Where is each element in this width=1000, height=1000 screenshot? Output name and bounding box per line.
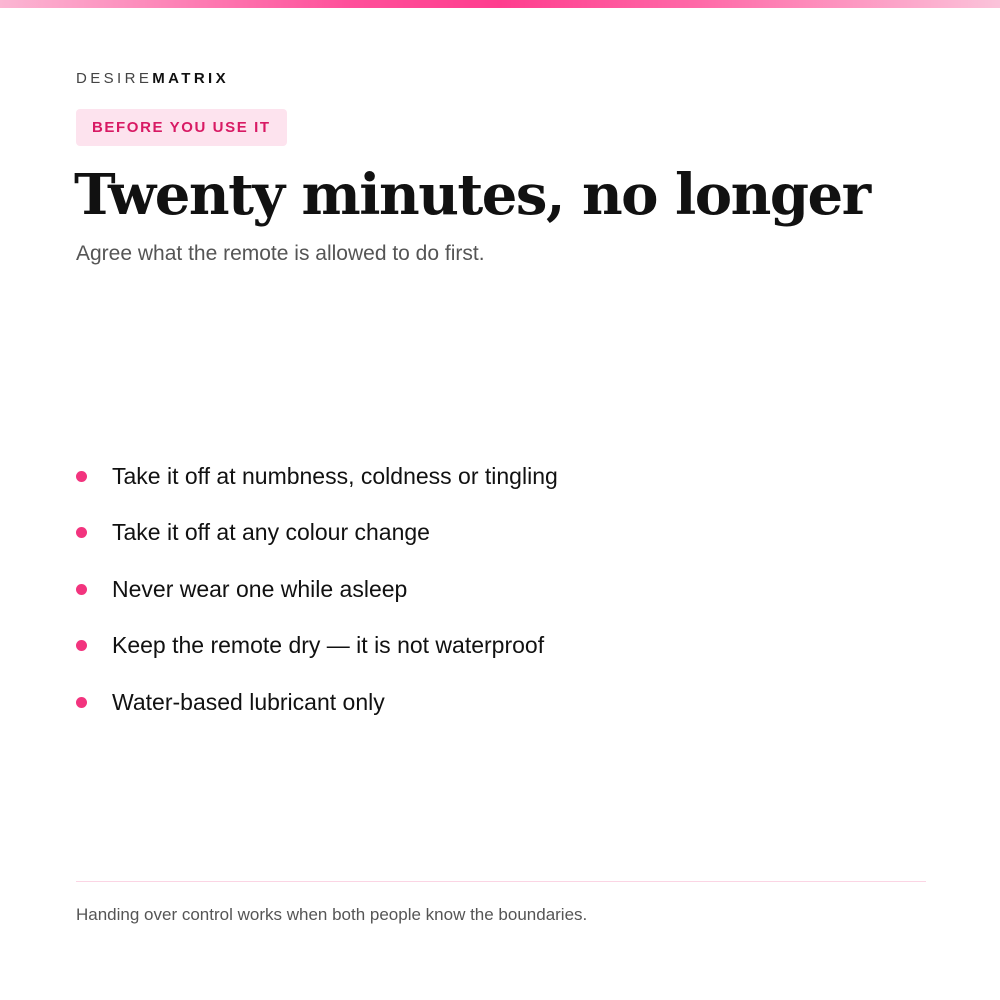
- list-item: [76, 505, 926, 562]
- page-title: Twenty minutes, no longer: [74, 162, 870, 228]
- brand-logo: [76, 70, 229, 87]
- list-item: [76, 674, 926, 731]
- top-accent-bar: [0, 0, 1000, 8]
- bullet-dot-icon: [76, 471, 87, 482]
- footer-note: Handing over control works when both people know the boundaries.: [76, 905, 588, 924]
- section-badge: BEFORE YOU USE IT: [76, 109, 287, 146]
- brand-logo-light: DESIRE: [76, 70, 153, 87]
- page-subtitle: Agree what the remote is allowed to do first.: [76, 242, 485, 265]
- rules-list: [76, 448, 926, 731]
- list-item: [76, 448, 926, 505]
- list-item-text: Water-based lubricant only: [112, 688, 385, 715]
- list-item-text: Keep the remote dry — it is not waterproof: [112, 632, 545, 659]
- list-item: [76, 618, 926, 675]
- list-item: [76, 561, 926, 618]
- bullet-dot-icon: [76, 584, 87, 595]
- brand-logo-bold: MATRIX: [152, 70, 230, 87]
- list-item-text: Never wear one while asleep: [112, 575, 408, 602]
- bullet-dot-icon: [76, 697, 87, 708]
- list-item-text: Take it off at any colour change: [112, 519, 430, 546]
- bullet-dot-icon: [76, 527, 87, 538]
- list-item-text: Take it off at numbness, coldness or tingling: [112, 462, 558, 489]
- bullet-dot-icon: [76, 640, 87, 651]
- footer-divider: [76, 881, 926, 882]
